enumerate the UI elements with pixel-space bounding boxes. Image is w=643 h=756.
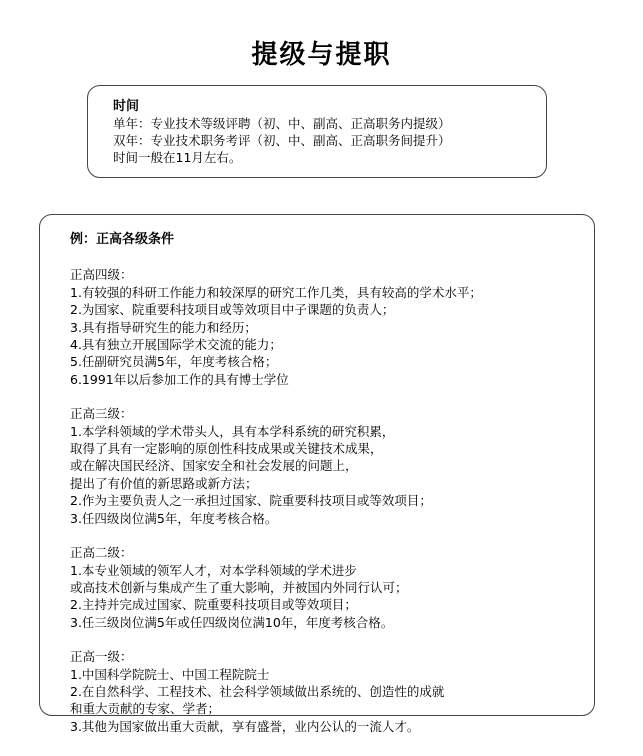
condition-line: 取得了具有一定影响的原创性科技成果或关键技术成果， xyxy=(70,441,383,457)
condition-line: 和重大贡献的专家、学者； xyxy=(70,701,221,717)
condition-line: 6.1991年以后参加工作的具有博士学位 xyxy=(70,371,289,387)
time-box xyxy=(87,85,547,178)
section-heading: 正高一级： xyxy=(70,649,133,665)
example-title: 例：正高各级条件 xyxy=(70,232,175,247)
condition-line: 3.具有指导研究生的能力和经历； xyxy=(70,319,257,335)
time-line-schedule: 时间一般在11月左右。 xyxy=(113,150,242,165)
page-title: 提级与提职 xyxy=(251,40,392,70)
section-heading: 正高四级： xyxy=(70,267,133,283)
condition-line: 或高技术创新与集成产生了重大影响，并被国内外同行认可； xyxy=(70,579,408,595)
section-level-2 xyxy=(70,544,594,631)
condition-line: 2.主持并完成过国家、院重要科技项目或等效项目； xyxy=(70,597,357,613)
section-heading: 正高二级： xyxy=(70,545,133,561)
condition-line: 2.为国家、院重要科技项目或等效项目中子课题的负责人； xyxy=(70,302,395,318)
condition-line: 1.本学科领域的学术带头人，具有本学科系统的研究积累， xyxy=(70,423,395,439)
condition-line: 5.任副研究员满5年，年度考核合格； xyxy=(70,354,278,370)
condition-line: 3.任三级岗位满5年或任四级岗位满10年，年度考核合格。 xyxy=(70,614,394,630)
condition-line: 1.有较强的科研工作能力和较深厚的研究工作几类，具有较高的学术水平； xyxy=(70,284,482,300)
example-box xyxy=(39,214,595,734)
time-heading: 时间 xyxy=(113,99,140,114)
time-line-double-year: 双年：专业技术职务考评（初、中、副高、正高职务间提升） xyxy=(113,133,451,148)
condition-line: 1.中国科学院院士、中国工程院院士 xyxy=(70,666,270,682)
condition-line: 2.作为主要负责人之一承担过国家、院重要科技项目或等效项目； xyxy=(70,493,432,509)
condition-line: 3.任四级岗位满5年，年度考核合格。 xyxy=(70,510,278,526)
condition-line: 1.本专业领域的领军人才，对本学科领域的学术进步 xyxy=(70,562,357,578)
section-level-1 xyxy=(70,648,594,735)
section-level-4 xyxy=(70,266,594,388)
time-line-single-year: 单年：专业技术等级评聘（初、中、副高、正高职务内提级） xyxy=(113,116,451,131)
condition-line: 4.具有独立开展国际学术交流的能力； xyxy=(70,337,282,353)
condition-line: 提出了有价值的新思路或新方法； xyxy=(70,475,258,491)
condition-line: 2.在自然科学、工程技术、社会科学领域做出系统的、创造性的成就 xyxy=(70,683,445,699)
section-heading: 正高三级： xyxy=(70,406,133,422)
section-level-3 xyxy=(70,405,594,527)
condition-line: 3.其他为国家做出重大贡献，享有盛誉，业内公认的一流人才。 xyxy=(70,718,420,734)
condition-line: 或在解决国民经济、国家安全和社会发展的问题上， xyxy=(70,458,358,474)
